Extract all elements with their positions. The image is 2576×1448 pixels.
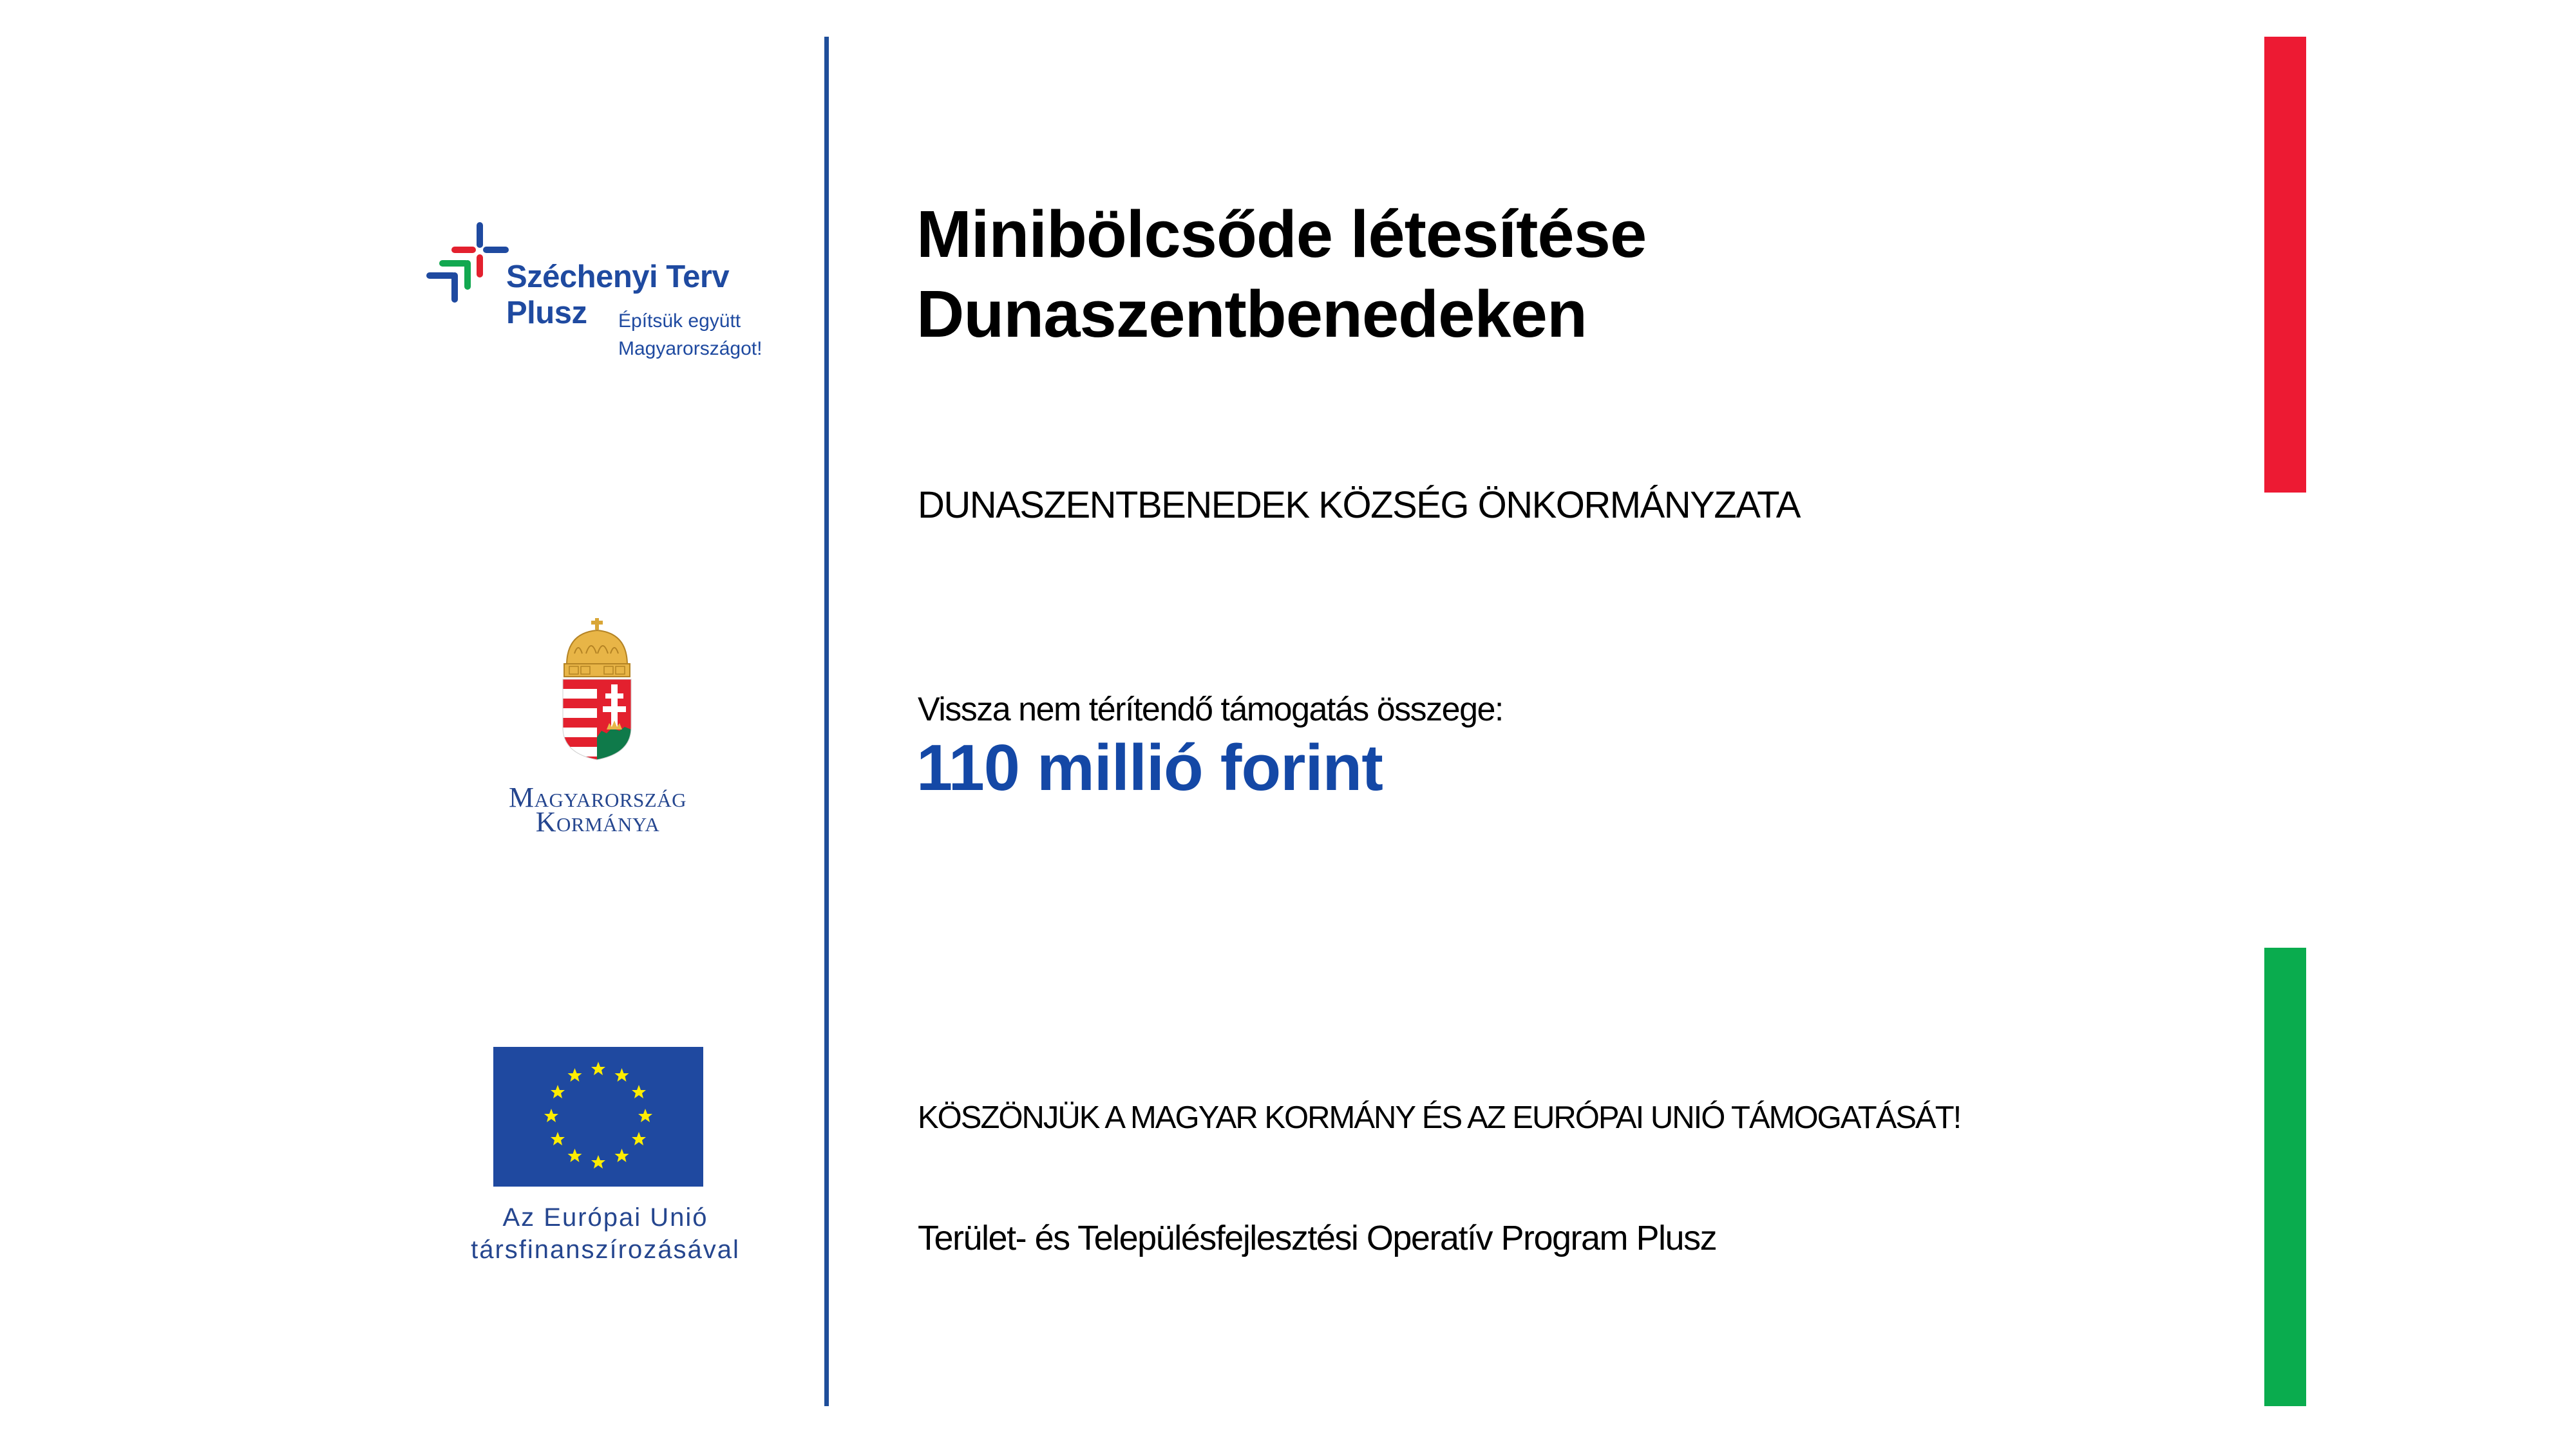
szechenyi-title-line1: Széchenyi Terv (506, 259, 730, 294)
government-name-line2: Kormánya (535, 806, 660, 838)
flag-stripe-green (2264, 948, 2306, 1406)
project-title-line1: Minibölcsőde létesítése (916, 197, 1647, 271)
hungarian-coat-of-arms-icon (560, 615, 634, 763)
szechenyi-cross-icon (422, 219, 512, 306)
flag-stripe-red (2264, 37, 2306, 493)
government-logo (477, 615, 721, 840)
grant-label: Vissza nem térítendő támogatás összege: (918, 691, 1503, 728)
project-title-line2: Dunaszentbenedeken (916, 277, 1587, 351)
szechenyi-tagline-line1: Építsük együtt (618, 310, 741, 332)
szechenyi-logo (422, 219, 782, 367)
eu-text-line1: Az Európai Unió (502, 1203, 708, 1232)
thanks-message: KÖSZÖNJÜK A MAGYAR KORMÁNY ÉS AZ EURÓPAI UNIÓ TÁMOGATÁSÁT! (918, 1100, 1961, 1135)
vertical-divider (824, 37, 829, 1406)
government-name-line1: Magyarország (509, 782, 687, 813)
eu-logo (451, 1047, 760, 1266)
eu-text-line2: társfinanszírozásával (471, 1236, 740, 1264)
grant-amount: 110 millió forint (916, 732, 1383, 804)
program-name: Terület- és Településfejlesztési Operatív Program Plusz (918, 1219, 1717, 1257)
szechenyi-title-line2: Plusz (506, 296, 587, 330)
beneficiary-name: DUNASZENTBENEDEK KÖZSÉG ÖNKORMÁNYZATA (918, 484, 1800, 526)
szechenyi-tagline-line2: Magyarországot! (618, 338, 762, 359)
eu-flag-icon (493, 1047, 703, 1187)
